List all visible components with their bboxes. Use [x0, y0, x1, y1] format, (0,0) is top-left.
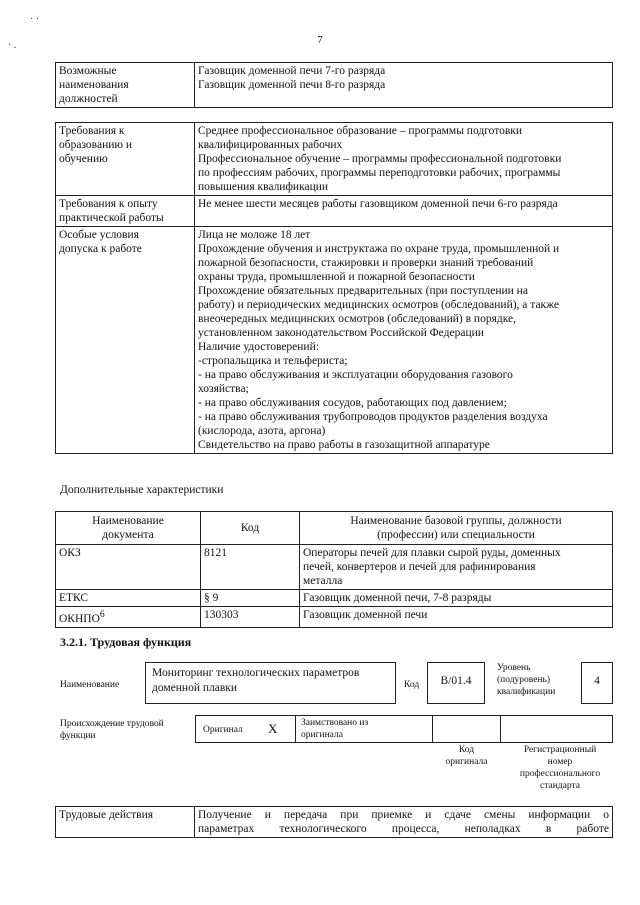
header-code: Код [201, 512, 300, 545]
original-mark: X [268, 721, 278, 736]
function-title: 3.2.1. Трудовая функция [60, 635, 192, 649]
additional-characteristics-caption: Дополнительные характеристики [60, 484, 224, 496]
requirement-special-conditions-row: Особые условия допуска к работе Лица не моложе 18 лет Прохождение обучения и инструктажа по охране труда, промышленной и пожарной безопасности, стажировки и проверки знаний требований охраны труда, промышленной и пожарной безопасности Прохождение обязательных предварительных (при поступлении на работу) и периодических медицинских осмотров (обследований), а также внеочередных медицинских осмотров (обследований) в порядке, установленном законодательством Российской Федерации Наличие удостоверений: -стропальщика и тельфериста; - на право обслуживания и эксплуатации оборудования газового хозяйства; - на право обслуживания сосудов, работающих под давлением; - на право обслуживания трубопроводов продуктов разделения воздуха (кислорода, азота, аргона) Свидетельство на право работы в газозащитной аппаратуре [56, 227, 613, 454]
table-header-row [56, 512, 613, 545]
table-row: ОКЗ 8121 Операторы печей для плавки сырой руды, доменных печей, конвертеров и печей для рафинирования металла [56, 545, 613, 590]
positions-label: Возможные наименования должностей [56, 63, 195, 108]
table-row: ОКНПО$^6$ 130303 Газовщик доменной печи [56, 607, 613, 628]
footnote-mark: 6 [99, 609, 105, 620]
original-code-cell [432, 715, 501, 743]
function-code-label: Код [404, 680, 420, 690]
registration-number-cell [500, 715, 613, 743]
positions-values: Газовщик доменной печи 7-го разряда Газовщик доменной печи 8-го разряда [195, 63, 613, 108]
header-document: Наименование документа [56, 512, 201, 545]
requirement-education-row: Требования к образованию и обучению Среднее профессиональное образование – программы подготовки квалифицированных рабочих Профессиональное обучение – программы профессиональной подготовки по профессиям рабочих, программы переподготовки рабочих, программы повышения квалификации [56, 123, 613, 196]
additional-characteristics-table [55, 511, 613, 628]
header-group-name: Наименование базовой группы, должности (профессии) или специальности [300, 512, 613, 545]
page-number: 7 [317, 34, 323, 46]
registration-number-caption: Регистрационный номер профессионального стандарта [519, 745, 601, 791]
origin-original-cell: Оригинал X [195, 715, 296, 743]
function-code-box: В/01.4 [427, 662, 485, 704]
function-name-label: Наименование [60, 680, 120, 690]
scan-mark-top: · · [30, 14, 40, 25]
table-row: ЕТКС § 9 Газовщик доменной печи, 7-8 разряды [56, 590, 613, 607]
labor-actions-table [55, 806, 613, 838]
labor-actions-text: Получение и передача при приемке и сдаче смены информации о параметрах технологического процесса, неполадках в работе [195, 807, 613, 838]
qualification-level-box: 4 [581, 662, 613, 704]
origin-borrowed-cell: Заимствовано из оригинала [295, 715, 433, 743]
function-name-box: Мониторинг технологических параметров доменной плавки [145, 662, 396, 704]
requirement-experience-row: Требования к опыту практической работы Не менее шести месяцев работы газовщиком доменной печи 6-го разряда [56, 196, 613, 227]
scan-mark-left: · . [8, 40, 17, 51]
original-code-caption: Код оригинала [445, 745, 488, 767]
labor-actions-label: Трудовые действия [56, 807, 195, 838]
origin-label: Происхождение трудовой функции [60, 719, 164, 741]
qualification-level-label: Уровень (подуровень) квалификации [497, 663, 556, 697]
requirements-table [55, 122, 613, 454]
positions-table [55, 62, 613, 108]
